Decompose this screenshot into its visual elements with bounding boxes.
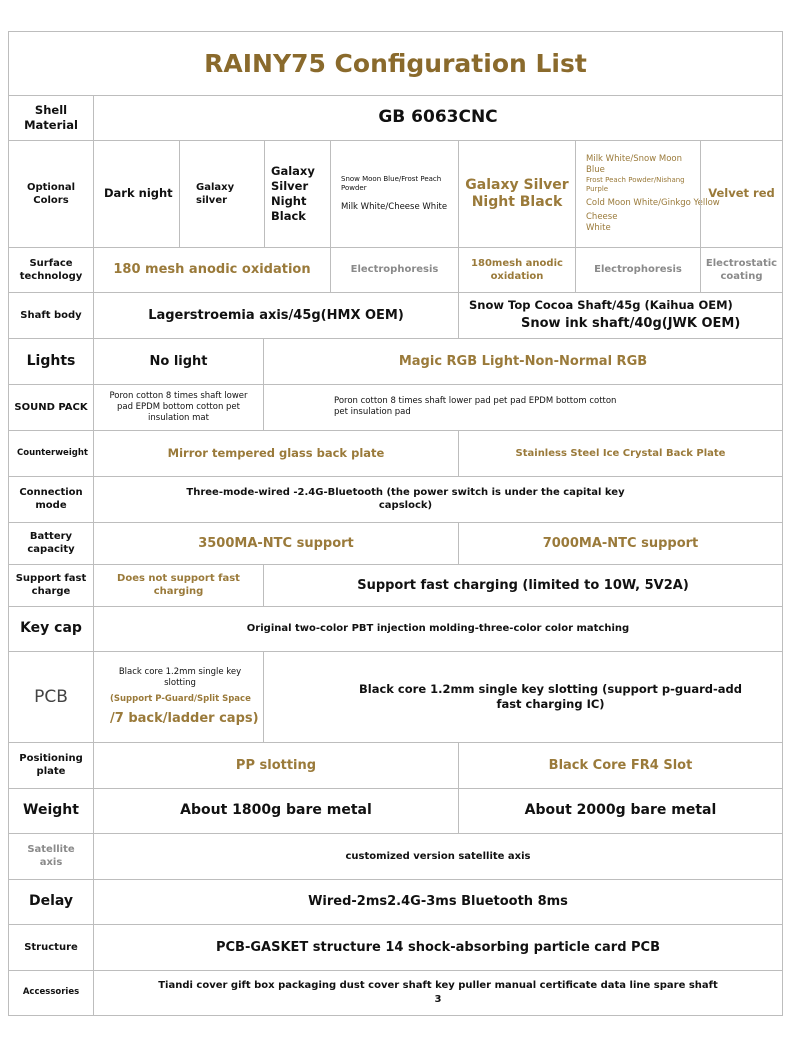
surface-value: 180mesh anodic oxidation <box>458 247 575 292</box>
color-option: Dark night <box>93 140 179 247</box>
lights-value: No light <box>93 338 263 384</box>
row-label: Delay <box>28 893 74 909</box>
row-label: Satellite axis <box>27 844 75 868</box>
row-shaft-body <box>9 292 782 339</box>
weight-value: About 2000g bare metal <box>458 788 782 833</box>
pcb-value <box>93 651 263 742</box>
connection-value: Three-mode-wired -2.4G-Bluetooth (the power switch is under the capital key capslock) <box>93 476 782 522</box>
row-sound-pack <box>9 384 782 431</box>
sound-value: Poron cotton 8 times shaft lower pad pet pad EPDM bottom cotton pet insulation pad <box>263 384 782 430</box>
shaft-value: Lagerstroemia axis/45g(HMX OEM) <box>93 292 458 338</box>
row-delay <box>9 879 782 925</box>
battery-value: 7000MA-NTC support <box>458 522 782 564</box>
fast-charge-value: Does not support fast charging <box>93 564 263 606</box>
color-option: Galaxy Silver Night Black <box>458 140 575 247</box>
row-satellite-axis <box>9 833 782 880</box>
color-option-line: Milk White/Snow Moon Blue <box>586 153 683 175</box>
accessories-value-line: 3 <box>434 994 442 1005</box>
row-label: Accessories <box>22 987 80 997</box>
row-label: Support fast charge <box>15 573 87 597</box>
color-option-line: Cold Moon White/Ginkgo Yellow <box>586 197 720 208</box>
counterweight-value: Stainless Steel Ice Crystal Back Plate <box>458 430 782 476</box>
row-pcb <box>9 651 782 743</box>
accessories-value-line: Tiandi cover gift box packaging dust cover shaft key puller manual certificate data line spare shaft <box>158 980 718 991</box>
row-label: SOUND PACK <box>14 401 88 413</box>
row-fast-charge <box>9 564 782 607</box>
fast-charge-value: Support fast charging (limited to 10W, 5V2A) <box>263 564 782 606</box>
surface-value: Electrostatic coating <box>700 247 782 292</box>
pcb-value-line: /7 back/ladder caps) <box>110 710 259 726</box>
color-option: Galaxy Silver Night Black <box>264 140 330 247</box>
row-shell-material <box>9 95 782 141</box>
sound-value: Poron cotton 8 times shaft lower pad EPDM bottom cotton pet insulation mat <box>93 384 263 430</box>
row-label: Positioning plate <box>19 753 83 777</box>
shaft-value-line: Snow ink shaft/40g(JWK OEM) <box>521 316 741 331</box>
row-accessories <box>9 970 782 1015</box>
page-title: RAINY75 Configuration List <box>9 32 782 96</box>
row-key-cap <box>9 606 782 652</box>
row-weight <box>9 788 782 834</box>
row-label: Connection mode <box>19 487 83 511</box>
weight-value: About 1800g bare metal <box>93 788 458 833</box>
row-positioning-plate <box>9 742 782 789</box>
row-label: Shaft body <box>20 309 82 321</box>
color-option-line: Frost Peach Powder/Nishang Purple <box>586 175 685 193</box>
shaft-value-line: Snow Top Cocoa Shaft/45g (Kaihua OEM) <box>469 298 733 312</box>
shaft-value <box>458 292 782 338</box>
color-option-line: Cheese White <box>586 211 618 233</box>
positioning-value: PP slotting <box>93 742 458 788</box>
color-option <box>575 140 720 247</box>
row-label: Optional Colors <box>26 181 76 206</box>
row-label: Structure <box>24 941 78 953</box>
config-table <box>8 31 783 1016</box>
shell-material-value: GB 6063CNC <box>93 95 782 140</box>
color-option <box>330 140 458 247</box>
row-structure <box>9 924 782 971</box>
row-label: Key cap <box>20 620 82 636</box>
row-battery-capacity <box>9 522 782 565</box>
row-label: Surface technology <box>19 257 83 282</box>
row-connection-mode <box>9 476 782 523</box>
accessories-value <box>93 970 782 1015</box>
row-counterweight <box>9 430 782 477</box>
row-label: Battery capacity <box>27 531 75 555</box>
pcb-value-line: (Support P-Guard/Split Space <box>110 693 251 704</box>
pcb-value: Black core 1.2mm single key slotting (support p-guard-add fast charging IC) <box>263 651 782 742</box>
delay-value: Wired-2ms2.4G-3ms Bluetooth 8ms <box>93 879 782 924</box>
keycap-value: Original two-color PBT injection molding-three-color color matching <box>93 606 782 651</box>
satellite-value: customized version satellite axis <box>93 833 782 879</box>
color-option-line: Snow Moon Blue/Frost Peach Powder <box>341 174 442 192</box>
color-option: Galaxy silver <box>179 140 264 247</box>
surface-value: Electrophoresis <box>575 247 700 292</box>
surface-value: Electrophoresis <box>330 247 458 292</box>
row-label: PCB <box>34 686 68 707</box>
row-label: Weight <box>23 802 79 818</box>
row-surface-technology <box>9 247 782 293</box>
row-label: Counterweight <box>17 447 88 458</box>
surface-value: 180 mesh anodic oxidation <box>93 247 330 292</box>
battery-value: 3500MA-NTC support <box>93 522 458 564</box>
lights-value: Magic RGB Light-Non-Normal RGB <box>263 338 782 384</box>
counterweight-value: Mirror tempered glass back plate <box>93 430 458 476</box>
color-option: Velvet red <box>700 140 782 247</box>
color-option-line: Milk White/Cheese White <box>341 201 448 212</box>
structure-value: PCB-GASKET structure 14 shock-absorbing particle card PCB <box>93 924 782 970</box>
row-label: Lights <box>26 352 76 369</box>
pcb-value-line: Black core 1.2mm single key slotting <box>118 666 242 688</box>
row-label: Shell Material <box>24 102 78 132</box>
row-lights <box>9 338 782 385</box>
positioning-value: Black Core FR4 Slot <box>458 742 782 788</box>
row-optional-colors <box>9 140 782 248</box>
